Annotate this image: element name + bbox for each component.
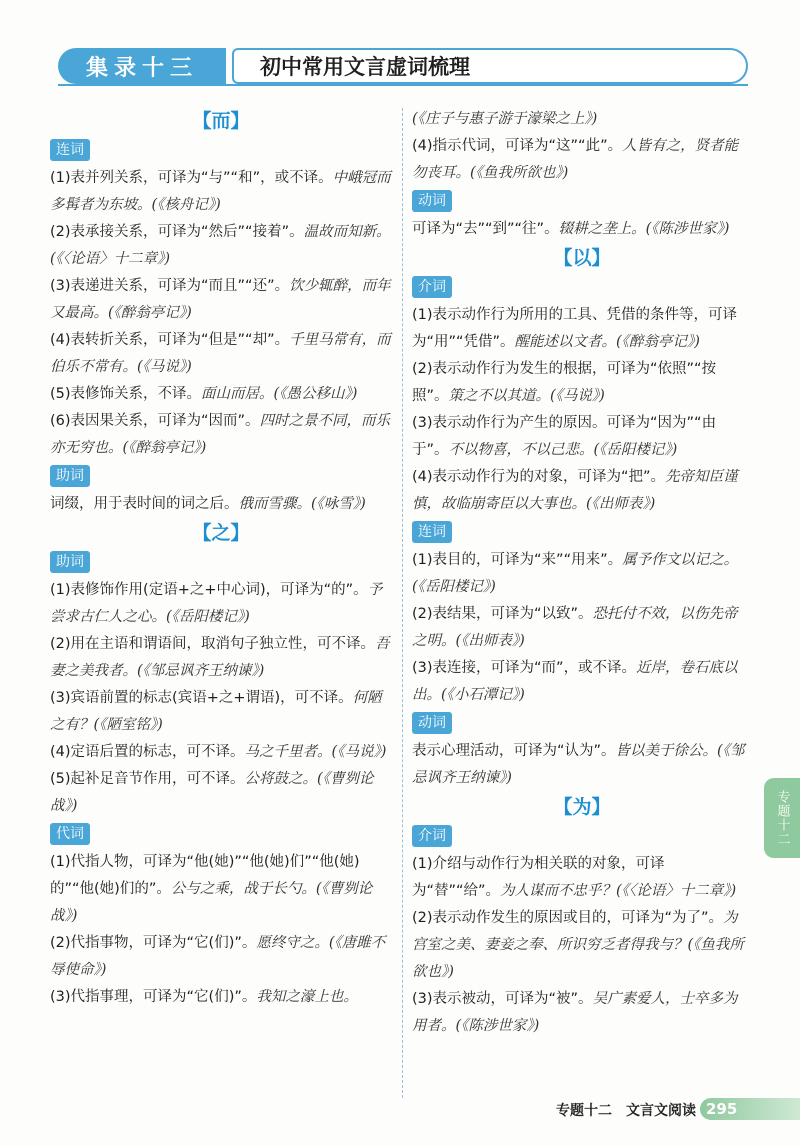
- list-item: (2)表示动作行为发生的根据，可译为“依照”“按照”。策之不以其道。(《马说》): [412, 361, 717, 404]
- list-item: (2)代指事物，可译为“它(们)”。愿终守之。(《唐雎不辱使命》): [50, 935, 386, 978]
- collection-tag: 集录十三: [58, 48, 226, 84]
- page-title: 初中常用文言虚词梳理: [232, 48, 748, 84]
- section-title-yi: 【以】: [553, 247, 611, 269]
- list-item: (2)用在主语和谓语间，取消句子独立性，可不译。吾妻之美我者。(《邹忌讽齐王纳谏》): [50, 636, 390, 679]
- list-item: 词缀，用于表时间的词之后。俄而雪骤。(《咏雪》): [50, 496, 366, 512]
- page-footer: [0, 1098, 800, 1122]
- tag-jieci: 介词: [412, 825, 452, 847]
- list-item: (3)表示被动，可译为“被”。吴广素爱人，士卒多为用者。(《陈涉世家》): [412, 991, 738, 1034]
- list-item: (5)表修饰关系，不译。面山而居。(《愚公移山》): [50, 386, 358, 402]
- page-number: 295: [700, 1098, 800, 1120]
- list-item: (3)代指事理，可译为“它(们)”。我知之濠上也。: [50, 989, 358, 1005]
- list-item: (6)表因果关系，可译为“因而”。四时之景不同，而乐亦无穷也。(《醉翁亭记》): [50, 413, 391, 456]
- tag-zhuci: 助词: [50, 465, 90, 487]
- list-item: (2)表承接关系，可译为“然后”“接着”。温故而知新。(《〈论语〉十二章》): [50, 224, 391, 267]
- list-item: (1)表示动作行为所用的工具、凭借的条件等，可译为“用”“凭借”。醒能述以文者。(《醉翁亭记》): [412, 307, 738, 350]
- list-item: (《庄子与惠子游于濠梁之上》): [412, 111, 598, 127]
- tag-daici: 代词: [50, 823, 90, 845]
- section-title-er: 【而】: [192, 110, 250, 132]
- footer-section: 专题十二 文言文阅读: [556, 1103, 696, 1119]
- list-item: (1)表并列关系，可译为“与”“和”，或不译。中峨冠而多髯者为东坡。(《核舟记》): [50, 170, 391, 213]
- left-column: [50, 106, 392, 1011]
- section-title-zhi: 【之】: [192, 522, 250, 544]
- side-tab: 专题十二: [764, 778, 800, 858]
- list-item: (2)表结果，可译为“以致”。恐托付不效，以伤先帝之明。(《出师表》): [412, 606, 738, 649]
- tag-lianci: 连词: [412, 521, 452, 543]
- list-item: (2)表示动作发生的原因或目的，可译为“为了”。为宫室之美、妻妾之奉、所识穷乏者得我与？(《鱼我所欲也》): [412, 910, 744, 980]
- tag-dongci: 动词: [412, 712, 452, 734]
- tag-jieci: 介词: [412, 276, 452, 298]
- list-item: (1)表修饰作用(定语+之+中心词)，可译为“的”。予尝求古仁人之心。(《岳阳楼记》): [50, 582, 383, 625]
- list-item: 可译为“去”“到”“往”。辍耕之垄上。(《陈涉世家》): [412, 221, 730, 237]
- list-item: (3)表示动作行为产生的原因。可译为“因为”“由于”。不以物喜，不以己悲。(《岳阳楼记》): [412, 415, 717, 458]
- list-item: (1)表目的，可译为“来”“用来”。属予作文以记之。(《岳阳楼记》): [412, 552, 739, 595]
- list-item: (1)介绍与动作行为相关联的对象，可译为“替”“给”。为人谋而不忠乎？(《〈论语〉十二章》): [412, 856, 737, 899]
- list-item: (5)起补足音节作用，可不译。公将鼓之。(《曹刿论战》): [50, 771, 374, 814]
- section-title-wei: 【为】: [553, 796, 611, 818]
- list-item: (4)表转折关系，可译为“但是”“却”。千里马常有，而伯乐不常有。(《马说》): [50, 332, 391, 375]
- list-item: (3)表连接，可译为“而”，或不译。近岸，卷石底以出。(《小石潭记》): [412, 660, 738, 703]
- list-item: (4)定语后置的标志，可不译。马之千里者。(《马说》): [50, 744, 387, 760]
- list-item: (1)代指人物，可译为“他(她)”“他(她)们”“他(她)的”“他(她)们的”。公与之乘，战于长勺。(《曹刿论战》): [50, 854, 373, 924]
- list-item: (4)指示代词，可译为“这”“此”。人皆有之，贤者能勿丧耳。(《鱼我所欲也》): [412, 138, 739, 181]
- right-column: [412, 106, 752, 1040]
- tag-dongci: 动词: [412, 190, 452, 212]
- tag-lianci: 连词: [50, 139, 90, 161]
- column-divider: [402, 108, 403, 1098]
- list-item: (4)表示动作行为的对象，可译为“把”。先帝知臣谨慎，故临崩寄臣以大事也。(《出师表》): [412, 469, 738, 512]
- header-rule: [58, 84, 748, 86]
- list-item: 表示心理活动，可译为“认为”。皆以美于徐公。(《邹忌讽齐王纳谏》): [412, 743, 745, 786]
- list-item: (3)宾语前置的标志(宾语+之+谓语)，可不译。何陋之有？(《陋室铭》): [50, 690, 382, 733]
- tag-zhuci: 助词: [50, 551, 90, 573]
- list-item: (3)表递进关系，可译为“而且”“还”。饮少辄醉，而年又最高。(《醉翁亭记》): [50, 278, 391, 321]
